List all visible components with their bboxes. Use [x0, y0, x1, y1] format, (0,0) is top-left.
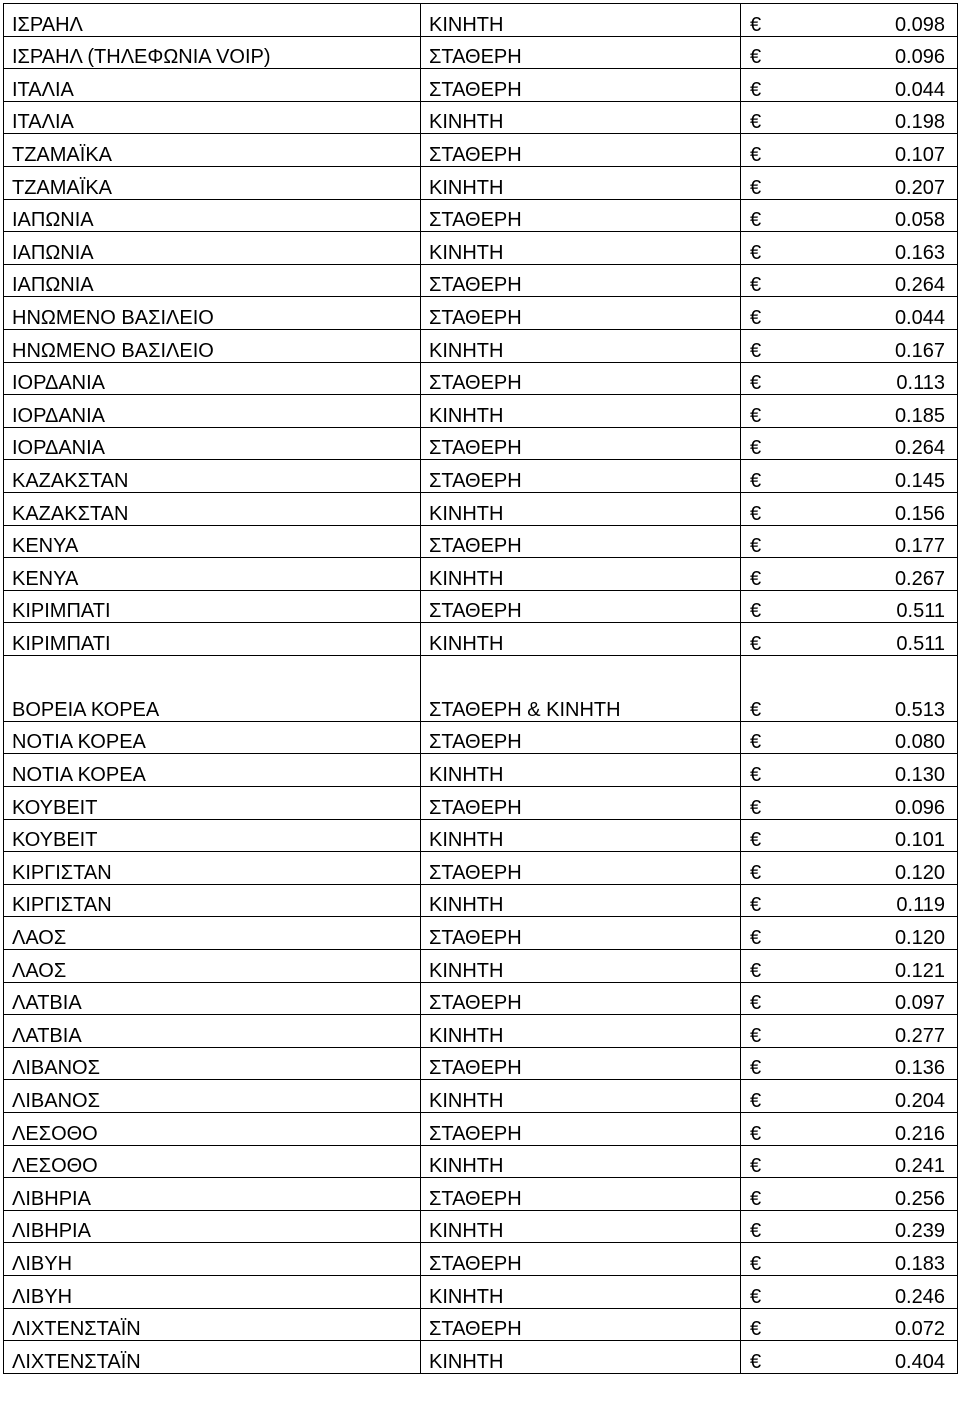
table-row [4, 232, 958, 265]
table-row [4, 36, 958, 69]
euro-symbol: € [750, 796, 762, 819]
rate-cell [741, 950, 958, 983]
table-row [4, 362, 958, 395]
rate-cell [741, 982, 958, 1015]
rate-cell [741, 917, 958, 950]
country-cell: ΛΙΒΗΡΙΑ [4, 1210, 421, 1243]
rate-value: 0.044 [894, 78, 945, 101]
country-cell: ΛΑΟΣ [4, 950, 421, 983]
table-row [4, 917, 958, 950]
rate-cell [741, 1243, 958, 1276]
table-row [4, 982, 958, 1015]
table-row [4, 4, 958, 37]
rate-cell [741, 1210, 958, 1243]
table-row [4, 166, 958, 199]
rate-value: 0.216 [894, 1122, 945, 1145]
country-cell: ΝΟΤΙΑ ΚΟΡΕΑ [4, 754, 421, 787]
rate-value: 0.058 [894, 209, 945, 232]
table-row [4, 427, 958, 460]
country-cell: ΒΟΡΕΙΑ ΚΟΡΕΑ [4, 655, 421, 721]
rate-value: 0.404 [894, 1350, 945, 1373]
rate-value: 0.101 [894, 829, 945, 852]
line-type-cell: ΚΙΝΗΤΗ [421, 1210, 741, 1243]
country-cell: ΙΤΑΛΙΑ [4, 101, 421, 134]
euro-symbol: € [750, 600, 762, 623]
rate-value: 0.163 [894, 241, 945, 264]
table-row [4, 395, 958, 428]
euro-symbol: € [750, 535, 762, 558]
table-row [4, 199, 958, 232]
country-cell: ΛΙΒΑΝΟΣ [4, 1080, 421, 1113]
euro-symbol: € [750, 1155, 762, 1178]
line-type-cell: ΣΤΑΘΕΡΗ [421, 362, 741, 395]
euro-symbol: € [750, 46, 762, 69]
country-cell: ΚΑΖΑΚΣΤΑΝ [4, 460, 421, 493]
line-type-cell: ΣΤΑΘΕΡΗ [421, 1243, 741, 1276]
rate-cell [741, 819, 958, 852]
table-row [4, 1080, 958, 1113]
rate-value: 0.080 [894, 731, 945, 754]
table-row [4, 1047, 958, 1080]
euro-symbol: € [750, 567, 762, 590]
table-row [4, 884, 958, 917]
euro-symbol: € [750, 731, 762, 754]
line-type-cell: ΣΤΑΘΕΡΗ [421, 1178, 741, 1211]
country-cell: ΙΣΡΑΗΛ (ΤΗΛΕΦΩΝΙΑ VOIP) [4, 36, 421, 69]
rate-value: 0.511 [896, 600, 945, 623]
rate-cell [741, 1047, 958, 1080]
country-cell: ΚΕΝΥΑ [4, 525, 421, 558]
country-cell: ΗΝΩΜΕΝΟ ΒΑΣΙΛΕΙΟ [4, 329, 421, 362]
euro-symbol: € [750, 78, 762, 101]
country-cell: ΙΑΠΩΝΙΑ [4, 232, 421, 265]
country-cell: ΙΑΠΩΝΙΑ [4, 199, 421, 232]
line-type-cell: ΣΤΑΘΕΡΗ [421, 427, 741, 460]
euro-symbol: € [750, 1122, 762, 1145]
table-row [4, 1178, 958, 1211]
euro-symbol: € [750, 927, 762, 950]
country-cell: ΚΕΝΥΑ [4, 558, 421, 591]
country-cell: ΝΟΤΙΑ ΚΟΡΕΑ [4, 721, 421, 754]
country-cell: ΚΙΡΙΜΠΑΤΙ [4, 623, 421, 656]
rate-cell [741, 655, 958, 721]
rate-cell [741, 362, 958, 395]
country-cell: ΛΙΧΤΕΝΣΤΑΪΝ [4, 1341, 421, 1374]
line-type-cell: ΣΤΑΘΕΡΗ [421, 917, 741, 950]
rate-cell [741, 427, 958, 460]
rate-value: 0.204 [894, 1090, 945, 1112]
line-type-cell: ΣΤΑΘΕΡΗ [421, 590, 741, 623]
rate-cell [741, 69, 958, 102]
rate-cell [741, 590, 958, 623]
rate-cell [741, 1080, 958, 1113]
rate-value: 0.513 [894, 698, 945, 721]
table-row [4, 787, 958, 820]
rate-cell [741, 1113, 958, 1146]
table-row [4, 1210, 958, 1243]
rate-value: 0.120 [894, 927, 945, 950]
table-row [4, 1275, 958, 1308]
line-type-cell: ΣΤΑΘΕΡΗ [421, 525, 741, 558]
euro-symbol: € [750, 437, 762, 460]
rate-value: 0.145 [894, 469, 945, 492]
table-row [4, 1243, 958, 1276]
country-cell: ΚΙΡΓΙΣΤΑΝ [4, 852, 421, 885]
table-row [4, 721, 958, 754]
country-cell: ΤΖΑΜΑΪΚΑ [4, 134, 421, 167]
rate-value: 0.264 [894, 437, 945, 460]
line-type-cell: ΚΙΝΗΤΗ [421, 623, 741, 656]
euro-symbol: € [750, 176, 762, 199]
country-cell: ΙΟΡΔΑΝΙΑ [4, 395, 421, 428]
line-type-cell: ΚΙΝΗΤΗ [421, 558, 741, 591]
rate-cell [741, 36, 958, 69]
table-row [4, 460, 958, 493]
country-cell: ΚΙΡΙΜΠΑΤΙ [4, 590, 421, 623]
euro-symbol: € [750, 1057, 762, 1080]
euro-symbol: € [750, 339, 762, 362]
line-type-cell: ΣΤΑΘΕΡΗ [421, 1308, 741, 1341]
country-cell: ΛΙΒΥΗ [4, 1275, 421, 1308]
euro-symbol: € [750, 1318, 762, 1341]
euro-symbol: € [750, 502, 762, 525]
rate-value: 0.207 [894, 176, 945, 199]
table-row [4, 492, 958, 525]
rates-table-body [4, 4, 958, 1374]
rate-cell [741, 4, 958, 37]
rate-value: 0.113 [896, 372, 945, 395]
rate-value: 0.098 [894, 13, 945, 36]
euro-symbol: € [750, 829, 762, 852]
country-cell: ΛΑΟΣ [4, 917, 421, 950]
rate-cell [741, 623, 958, 656]
line-type-cell: ΣΤΑΘΕΡΗ [421, 264, 741, 297]
rate-value: 0.185 [894, 404, 945, 427]
rate-cell [741, 1178, 958, 1211]
table-row [4, 819, 958, 852]
table-row [4, 950, 958, 983]
euro-symbol: € [750, 469, 762, 492]
euro-symbol: € [750, 992, 762, 1015]
table-row [4, 1015, 958, 1048]
line-type-cell: ΣΤΑΘΕΡΗ [421, 460, 741, 493]
table-row [4, 655, 958, 721]
rate-cell [741, 166, 958, 199]
rate-cell [741, 1341, 958, 1374]
rate-value: 0.198 [894, 111, 945, 134]
rate-cell [741, 232, 958, 265]
country-cell: ΗΝΩΜΕΝΟ ΒΑΣΙΛΕΙΟ [4, 297, 421, 330]
country-cell: ΚΙΡΓΙΣΤΑΝ [4, 884, 421, 917]
rate-cell [741, 460, 958, 493]
euro-symbol: € [750, 861, 762, 884]
rate-value: 0.246 [894, 1285, 945, 1308]
line-type-cell: ΚΙΝΗΤΗ [421, 1341, 741, 1374]
line-type-cell: ΣΤΑΘΕΡΗ [421, 852, 741, 885]
rate-cell [741, 525, 958, 558]
table-row [4, 329, 958, 362]
euro-symbol: € [750, 1220, 762, 1243]
rate-value: 0.241 [894, 1155, 945, 1178]
country-cell: ΚΑΖΑΚΣΤΑΝ [4, 492, 421, 525]
table-row [4, 1145, 958, 1178]
table-row [4, 754, 958, 787]
rate-value: 0.177 [894, 535, 945, 558]
country-cell: ΛΑΤΒΙΑ [4, 982, 421, 1015]
line-type-cell: ΚΙΝΗΤΗ [421, 492, 741, 525]
line-type-cell: ΚΙΝΗΤΗ [421, 329, 741, 362]
euro-symbol: € [750, 274, 762, 297]
table-row [4, 852, 958, 885]
line-type-cell: ΣΤΑΘΕΡΗ [421, 787, 741, 820]
euro-symbol: € [750, 143, 762, 166]
rate-cell [741, 884, 958, 917]
rate-value: 0.136 [894, 1057, 945, 1080]
rate-cell [741, 297, 958, 330]
country-cell: ΛΙΧΤΕΝΣΤΑΪΝ [4, 1308, 421, 1341]
country-cell: ΙΣΡΑΗΛ [4, 4, 421, 37]
rate-value: 0.121 [894, 959, 945, 982]
rate-value: 0.096 [894, 796, 945, 819]
line-type-cell: ΣΤΑΘΕΡΗ [421, 982, 741, 1015]
table-row [4, 297, 958, 330]
euro-symbol: € [750, 13, 762, 36]
country-cell: ΤΖΑΜΑΪΚΑ [4, 166, 421, 199]
country-cell: ΙΤΑΛΙΑ [4, 69, 421, 102]
euro-symbol: € [750, 1252, 762, 1275]
rate-value: 0.096 [894, 46, 945, 69]
euro-symbol: € [750, 764, 762, 787]
country-cell: ΛΙΒΗΡΙΑ [4, 1178, 421, 1211]
line-type-cell: ΚΙΝΗΤΗ [421, 1145, 741, 1178]
rate-cell [741, 264, 958, 297]
rate-cell [741, 492, 958, 525]
line-type-cell: ΣΤΑΘΕΡΗ [421, 721, 741, 754]
line-type-cell: ΚΙΝΗΤΗ [421, 166, 741, 199]
line-type-cell: ΚΙΝΗΤΗ [421, 1275, 741, 1308]
line-type-cell: ΚΙΝΗΤΗ [421, 754, 741, 787]
line-type-cell: ΣΤΑΘΕΡΗ [421, 36, 741, 69]
table-row [4, 134, 958, 167]
euro-symbol: € [750, 1024, 762, 1047]
country-cell: ΙΑΠΩΝΙΑ [4, 264, 421, 297]
rate-value: 0.277 [894, 1024, 945, 1047]
euro-symbol: € [750, 1090, 762, 1112]
line-type-cell: ΚΙΝΗΤΗ [421, 819, 741, 852]
table-row [4, 1113, 958, 1146]
line-type-cell: ΚΙΝΗΤΗ [421, 232, 741, 265]
line-type-cell: ΚΙΝΗΤΗ [421, 4, 741, 37]
country-cell: ΚΟΥΒΕΙΤ [4, 787, 421, 820]
rate-value: 0.119 [896, 894, 945, 917]
table-row [4, 1308, 958, 1341]
rate-value: 0.511 [896, 632, 945, 655]
table-row [4, 1341, 958, 1374]
rate-value: 0.107 [894, 143, 945, 166]
euro-symbol: € [750, 111, 762, 134]
table-row [4, 264, 958, 297]
rate-cell [741, 558, 958, 591]
rate-cell [741, 754, 958, 787]
rate-value: 0.183 [894, 1252, 945, 1275]
table-row [4, 525, 958, 558]
table-row [4, 558, 958, 591]
line-type-cell: ΣΤΑΘΕΡΗ [421, 199, 741, 232]
rate-value: 0.239 [894, 1220, 945, 1243]
euro-symbol: € [750, 241, 762, 264]
rate-value: 0.267 [894, 567, 945, 590]
rate-value: 0.044 [894, 306, 945, 329]
rate-cell [741, 134, 958, 167]
line-type-cell: ΣΤΑΘΕΡΗ & ΚΙΝΗΤΗ [421, 655, 741, 721]
table-row [4, 69, 958, 102]
line-type-cell: ΚΙΝΗΤΗ [421, 1015, 741, 1048]
rate-value: 0.156 [894, 502, 945, 525]
rate-cell [741, 101, 958, 134]
euro-symbol: € [750, 1350, 762, 1373]
euro-symbol: € [750, 306, 762, 329]
line-type-cell: ΚΙΝΗΤΗ [421, 395, 741, 428]
country-cell: ΙΟΡΔΑΝΙΑ [4, 427, 421, 460]
euro-symbol: € [750, 1285, 762, 1308]
table-row [4, 590, 958, 623]
country-cell: ΛΕΣΟΘΟ [4, 1145, 421, 1178]
country-cell: ΛΑΤΒΙΑ [4, 1015, 421, 1048]
table-row [4, 101, 958, 134]
line-type-cell: ΣΤΑΘΕΡΗ [421, 1047, 741, 1080]
rate-value: 0.097 [894, 992, 945, 1015]
line-type-cell: ΚΙΝΗΤΗ [421, 884, 741, 917]
line-type-cell: ΣΤΑΘΕΡΗ [421, 69, 741, 102]
country-cell: ΛΙΒΑΝΟΣ [4, 1047, 421, 1080]
line-type-cell: ΚΙΝΗΤΗ [421, 1080, 741, 1113]
rate-cell [741, 329, 958, 362]
euro-symbol: € [750, 209, 762, 232]
rate-cell [741, 199, 958, 232]
rate-cell [741, 787, 958, 820]
euro-symbol: € [750, 1187, 762, 1210]
rate-value: 0.167 [894, 339, 945, 362]
line-type-cell: ΣΤΑΘΕΡΗ [421, 297, 741, 330]
euro-symbol: € [750, 632, 762, 655]
line-type-cell: ΚΙΝΗΤΗ [421, 101, 741, 134]
table-row [4, 623, 958, 656]
rate-cell [741, 1308, 958, 1341]
rate-value: 0.256 [894, 1187, 945, 1210]
euro-symbol: € [750, 372, 762, 395]
line-type-cell: ΣΤΑΘΕΡΗ [421, 1113, 741, 1146]
euro-symbol: € [750, 404, 762, 427]
line-type-cell: ΚΙΝΗΤΗ [421, 950, 741, 983]
euro-symbol: € [750, 959, 762, 982]
rate-value: 0.120 [894, 861, 945, 884]
rate-value: 0.072 [894, 1318, 945, 1341]
rate-cell [741, 1275, 958, 1308]
rates-table [3, 3, 958, 1374]
euro-symbol: € [750, 894, 762, 917]
country-cell: ΙΟΡΔΑΝΙΑ [4, 362, 421, 395]
rate-value: 0.130 [894, 764, 945, 787]
country-cell: ΛΙΒΥΗ [4, 1243, 421, 1276]
rate-cell [741, 395, 958, 428]
country-cell: ΛΕΣΟΘΟ [4, 1113, 421, 1146]
euro-symbol: € [750, 698, 762, 721]
rate-value: 0.264 [894, 274, 945, 297]
rate-cell [741, 1145, 958, 1178]
country-cell: ΚΟΥΒΕΙΤ [4, 819, 421, 852]
rate-cell [741, 721, 958, 754]
line-type-cell: ΣΤΑΘΕΡΗ [421, 134, 741, 167]
rate-cell [741, 852, 958, 885]
rate-cell [741, 1015, 958, 1048]
